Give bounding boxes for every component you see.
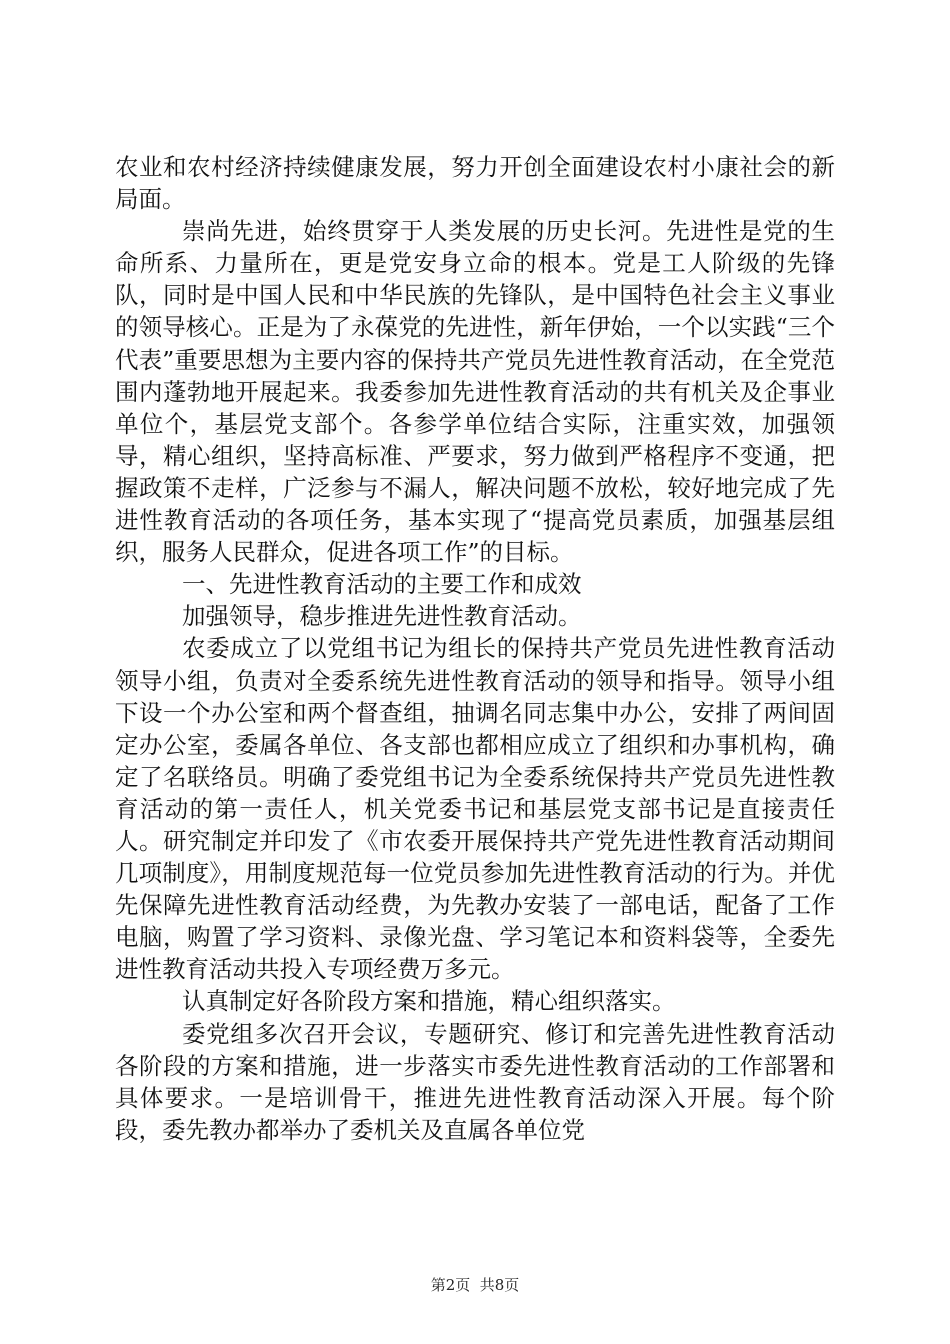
document-body — [115, 151, 835, 1146]
page-number-label: 第2页 共8页 — [430, 1276, 520, 1294]
paragraph-leadership: 农委成立了以党组书记为组长的保持共产党员先进性教育活动领导小组，负责对全委系统先进性教育活动的领导和指导。领导小组下设一个办公室和两个督查组，抽调名同志集中办公，安排了两间固定办公室，委属各单位、各支部也都相应成立了组织和办事机构，确定了名联络员。明确了委党组书记为全委系统保持共产党员先进性教育活动的第一责任人，机关党委书记和基层党支部书记是直接责任人。研究制定并印发了《市农委开展保持共产党先进性教育活动期间几项制度》，用制度规范每一位党员参加先进性教育活动的行为。并优先保障先进性教育活动经费，为先教办安装了一部电话，配备了工作电脑，购置了学习资料、录像光盘、学习笔记本和资料袋等，全委先进性教育活动共投入专项经费万多元。 — [115, 634, 835, 984]
paragraph-plans: 委党组多次召开会议，专题研究、修订和完善先进性教育活动各阶段的方案和措施，进一步落实市委先进性教育活动的工作部署和具体要求。一是培训骨干，推进先进性教育活动深入开展。每个阶段，委先教办都举办了委机关及直属各单位党 — [115, 1019, 835, 1144]
subheading-plans: 认真制定好各阶段方案和措施，精心组织落实。 — [181, 987, 676, 1016]
section-heading: 一、先进性教育活动的主要工作和成效 — [181, 570, 582, 599]
subheading-leadership: 加强领导，稳步推进先进性教育活动。 — [181, 602, 582, 631]
paragraph-intro: 崇尚先进，始终贯穿于人类发展的历史长河。先进性是党的生命所系、力量所在，更是党安身立命的根本。党是工人阶级的先锋队，同时是中国人民和中华民族的先锋队，是中国特色社会主义事业的领导核心。正是为了永葆党的先进性，新年伊始，一个以实践“三个代表”重要思想为主要内容的保持共产党员先进性教育活动，在全党范围内蓬勃地开展起来。我委参加先进性教育活动的共有机关及企事业单位个，基层党支部个。各参学单位结合实际，注重实效，加强领导，精心组织，坚持高标准、严要求，努力做到严格程序不变通，把握政策不走样，广泛参与不漏人，解决问题不放松，较好地完成了先进性教育活动的各项任务，基本实现了“提高党员素质，加强基层组织，服务人民群众，促进各项工作”的目标。 — [115, 217, 835, 567]
paragraph-continuation: 农业和农村经济持续健康发展，努力开创全面建设农村小康社会的新局面。 — [115, 153, 835, 214]
page-footer — [0, 1274, 950, 1295]
